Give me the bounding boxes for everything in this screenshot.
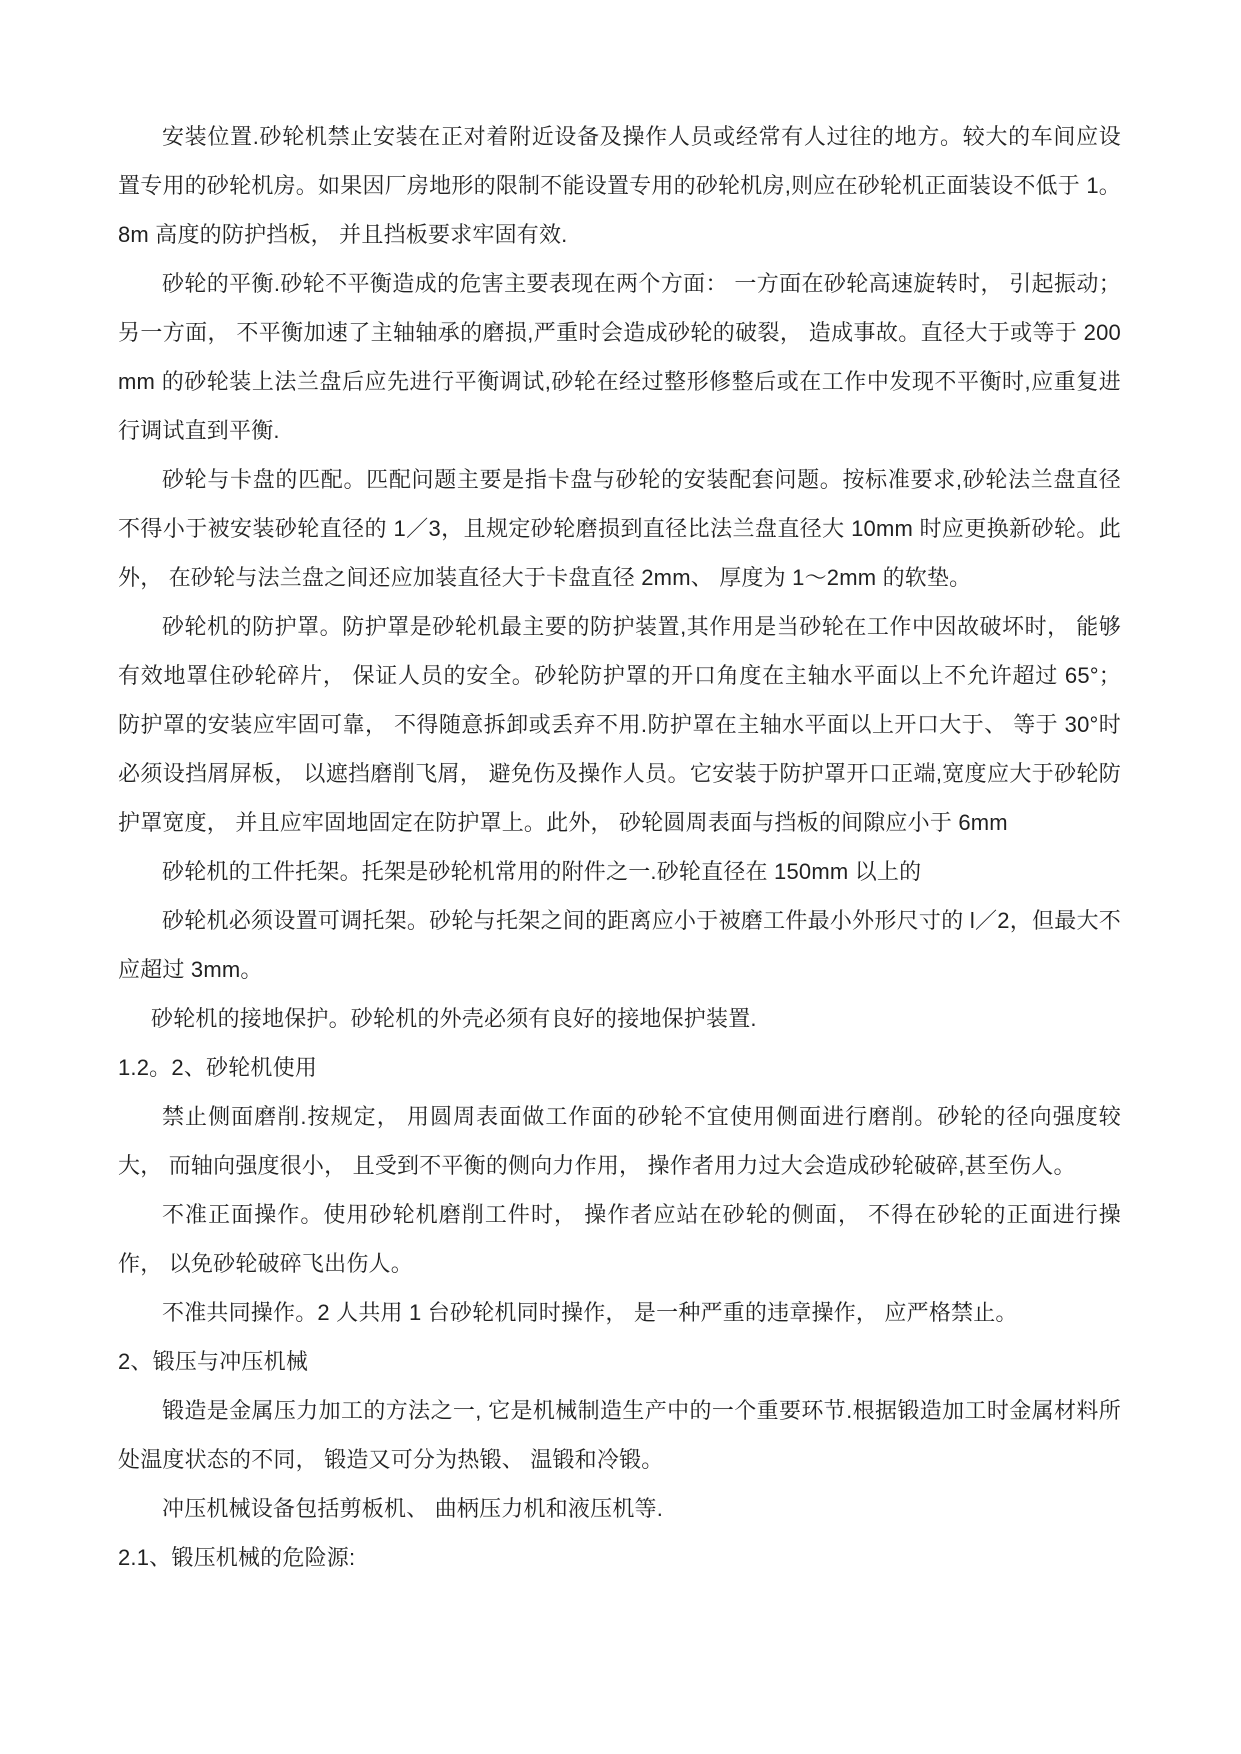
paragraph: 安装位置.砂轮机禁止安装在正对着附近设备及操作人员或经常有人过往的地方。较大的车间应设置专用的砂轮机房。如果因厂房地形的限制不能设置专用的砂轮机房,则应在砂轮机正面装设不低于 1。8m 高度的防护挡板， 并且挡板要求牢固有效. xyxy=(118,124,1121,247)
section-heading: 1.2。2、砂轮机使用 xyxy=(118,1055,318,1080)
paragraph: 不准正面操作。使用砂轮机磨削工件时， 操作者应站在砂轮的侧面， 不得在砂轮的正面进行操作， 以免砂轮破碎飞出伤人。 xyxy=(118,1202,1121,1276)
section-heading: 2.1、锻压机械的危险源: xyxy=(118,1545,356,1570)
paragraph: 砂轮与卡盘的匹配。匹配问题主要是指卡盘与砂轮的安装配套问题。按标准要求,砂轮法兰盘直径不得小于被安装砂轮直径的 1／3，且规定砂轮磨损到直径比法兰盘直径大 10mm 时应更换新砂轮。此外， 在砂轮与法兰盘之间还应加装直径大于卡盘直径 2mm、 厚度为 1～2mm 的软垫。 xyxy=(118,467,1121,590)
section-heading: 2、锻压与冲压机械 xyxy=(118,1349,309,1374)
paragraph: 砂轮机的防护罩。防护罩是砂轮机最主要的防护装置,其作用是当砂轮在工作中因故破坏时， 能够有效地罩住砂轮碎片， 保证人员的安全。砂轮防护罩的开口角度在主轴水平面以上不允许超过 65°； 防护罩的安装应牢固可靠， 不得随意拆卸或丢弃不用.防护罩在主轴水平面以上开口大于、 等于 30°时必须设挡屑屏板， 以遮挡磨削飞屑， 避免伤及操作人员。它安装于防护罩开口正端,宽度应大于砂轮防护罩宽度， 并且应牢固地固定在防护罩上。此外， 砂轮圆周表面与挡板的间隙应小于 6mm xyxy=(118,614,1121,835)
document-content xyxy=(118,112,1121,1582)
paragraph: 禁止侧面磨削.按规定， 用圆周表面做工作面的砂轮不宜使用侧面进行磨削。砂轮的径向强度较大， 而轴向强度很小， 且受到不平衡的侧向力作用， 操作者用力过大会造成砂轮破碎,甚至伤人。 xyxy=(118,1104,1121,1178)
paragraph: 冲压机械设备包括剪板机、 曲柄压力机和液压机等. xyxy=(162,1496,664,1521)
paragraph: 不准共同操作。2 人共用 1 台砂轮机同时操作， 是一种严重的违章操作， 应严格禁止。 xyxy=(162,1300,1018,1325)
paragraph: 砂轮的平衡.砂轮不平衡造成的危害主要表现在两个方面： 一方面在砂轮高速旋转时， 引起振动； 另一方面， 不平衡加速了主轴轴承的磨损,严重时会造成砂轮的破裂， 造成事故。直径大于或等于 200mm 的砂轮装上法兰盘后应先进行平衡调试,砂轮在经过整形修整后或在工作中发现不平衡时,应重复进行调试直到平衡. xyxy=(118,271,1121,443)
paragraph: 砂轮机的接地保护。砂轮机的外壳必须有良好的接地保护装置. xyxy=(151,1006,757,1031)
paragraph: 锻造是金属压力加工的方法之一, 它是机械制造生产中的一个重要环节.根据锻造加工时金属材料所处温度状态的不同， 锻造又可分为热锻、 温锻和冷锻。 xyxy=(118,1398,1121,1472)
paragraph: 砂轮机必须设置可调托架。砂轮与托架之间的距离应小于被磨工件最小外形尺寸的 l／2，但最大不应超过 3mm。 xyxy=(118,908,1121,982)
paragraph: 砂轮机的工件托架。托架是砂轮机常用的附件之一.砂轮直径在 150mm 以上的 xyxy=(162,859,922,884)
